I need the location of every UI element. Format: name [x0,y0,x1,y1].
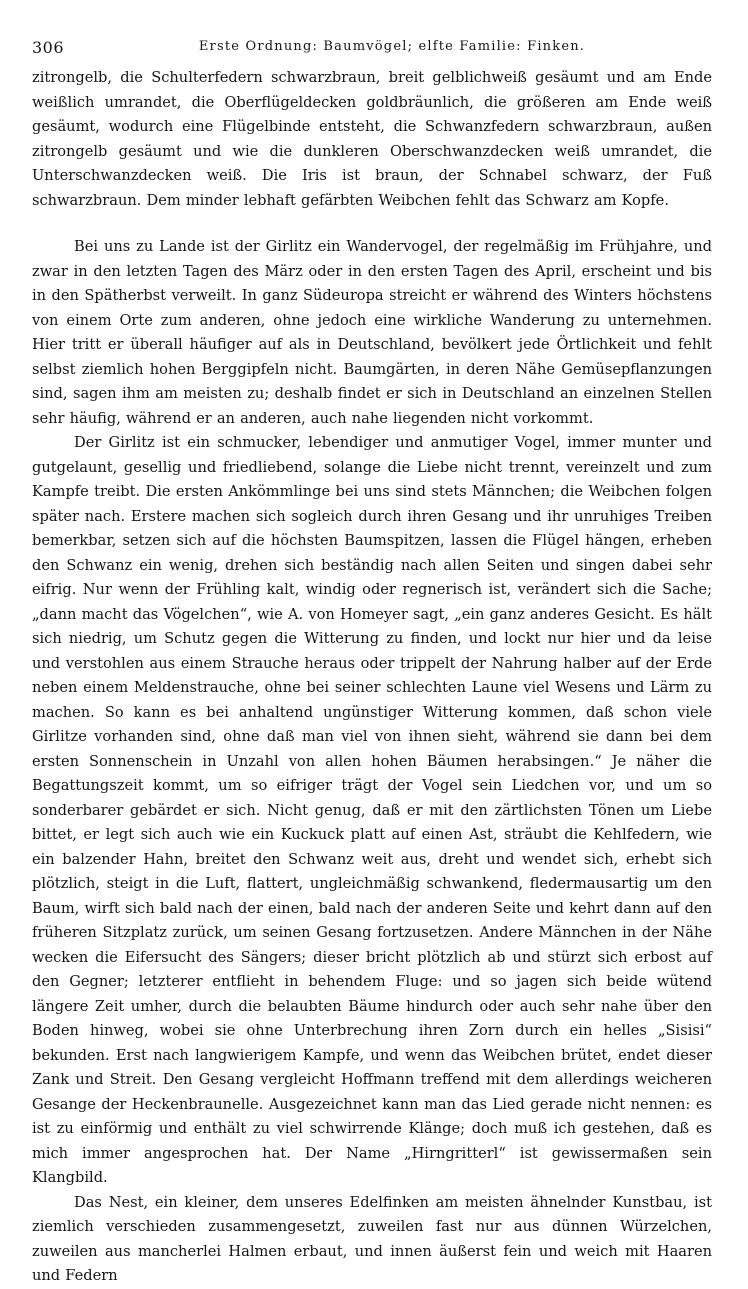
paragraph-behaviour: Der Girlitz ist ein schmucker, lebendiger und anmutiger Vogel, immer munter und gutgelaunt, gesellig und friedliebend, solange die Liebe nicht trennt, vereinzelt und zum Kampfe treibt. Die ersten Ankömmlinge bei uns sind stets Männchen; die Weibchen folgen später nach. Erstere machen sich sogleich durch ihren Gesang und ihr unruhiges Treiben bemerkbar, setzen sich auf die höchsten Baumspitzen, lassen die Flügel hängen, erheben den Schwanz ein wenig, drehen sich beständig nach allen Seiten und singen dabei sehr eifrig. Nur wenn der Frühling kalt, windig oder regnerisch ist, verändert sich die Sache; „dann macht das Vögelchen“, wie A. von Homeyer sagt, „ein ganz anderes Gesicht. Es hält sich niedrig, um Schutz gegen die Witterung zu finden, und lockt nur hier und da leise und verstohlen aus einem Strauche heraus oder trippelt der Nahrung halber auf der Erde neben einem Meldenstrauche, ohne bei seiner schlechten Laune viel Wesens und Lärm zu machen. So kann es bei anhaltend ungünstiger Witterung kommen, daß schon viele Girlitze vorhanden sind, ohne daß man viel von ihnen sieht, während sie dann bei dem ersten Sonnenschein in Unzahl von allen hohen Bäumen herabsingen.“ Je näher die Begattungszeit kommt, um so eifriger trägt der Vogel sein Liedchen vor, und um so sonderbarer gebärdet er sich. Nicht genug, daß er mit den zärtlichsten Tönen um Liebe bittet, er legt sich auch wie ein Kuckuck platt auf einen Ast, sträubt die Kehlfedern, wie ein balzender Hahn, breitet den Schwanz weit aus, dreht und wendet sich, erhebt sich plötzlich, steigt in die Luft, flattert, ungleichmäßig schwankend, fledermausartig um den Baum, wirft sich bald nach der einen, bald nach der anderen Seite und kehrt dann auf den früheren Sitzplatz zurück, um seinen Gesang fortzusetzen. Andere Männchen in der Nähe wecken die Eifersucht des Sängers; dieser bricht plötzlich ab und stürzt sich erbost auf den Gegner; letzterer entflieht in behendem Fluge: und so jagen sich beide wütend längere Zeit umher, durch die belaubten Bäume hindurch oder auch sehr nahe über den Boden hinweg, wobei sie ohne Unterbrechung ihren Zorn durch ein helles „Sisisi“ bekunden. Erst nach langwierigem Kampfe, und wenn das Weibchen brütet, endet dieser Zank und Streit. Den Gesang vergleicht Hoffmann treffend mit dem allerdings weicheren Gesange der Heckenbraunelle. Ausgezeichnet kann man das Lied gerade nicht nennen: es ist zu einförmig und enthält zu viel schwirrende Klänge; doch muß ich gestehen, daß es mich immer angesprochen hat. Der Name „Hirngritterl“ ist gewissermaßen sein Klangbild. [32,434,712,1186]
paragraph-continuation: zitrongelb, die Schulterfedern schwarzbraun, breit gelblichweiß gesäumt und am Ende weißlich umrandet, die Oberflügeldecken goldbräunlich, die größeren am Ende weiß gesäumt, wodurch eine Flügelbinde entsteht, die Schwanzfedern schwarzbraun, außen zitrongelb gesäumt und wie die dunkleren Oberschwanzdecken weiß umrandet, die Unterschwanzdecken weiß. Die Iris ist braun, der Schnabel schwarz, der Fuß schwarzbraun. Dem minder lebhaft gefärbten Weibchen fehlt das Schwarz am Kopfe. [32,69,712,209]
page-header [32,38,712,60]
page-number: 306 [32,38,65,57]
paragraph-nest: Das Nest, ein kleiner, dem unseres Edelfinken am meisten ähnelnder Kunstbau, ist ziemlich verschieden zusammengesetzt, zuweilen fast nur aus dünnen Würzelchen, zuweilen aus mancherlei Halmen erbaut, und innen äußerst fein und weich mit Haaren und Federn [32,1193,712,1284]
paragraph-migration: Bei uns zu Lande ist der Girlitz ein Wandervogel, der regelmäßig im Frühjahre, und zwar in den letzten Tagen des März oder in den ersten Tagen des April, erscheint und bis in den Spätherbst verweilt. In ganz Südeuropa streicht er während des Winters höchstens von einem Orte zum anderen, ohne jedoch eine wirkliche Wanderung zu unternehmen. Hier tritt er überall häufiger auf als in Deutschland, bevölkert jede Örtlichkeit und fehlt selbst ziemlich hohen Berggipfeln nicht. Baumgärten, in deren Nähe Gemüsepflanzungen sind, sagen ihm am meisten zu; deshalb findet er sich in Deutschland an einzelnen Stellen sehr häufig, während er an anderen, auch nahe liegenden nicht vorkommt. [32,238,712,427]
page-body [32,66,712,1289]
running-title: Erste Ordnung: Baumvögel; elfte Familie: Finken. [198,39,586,54]
